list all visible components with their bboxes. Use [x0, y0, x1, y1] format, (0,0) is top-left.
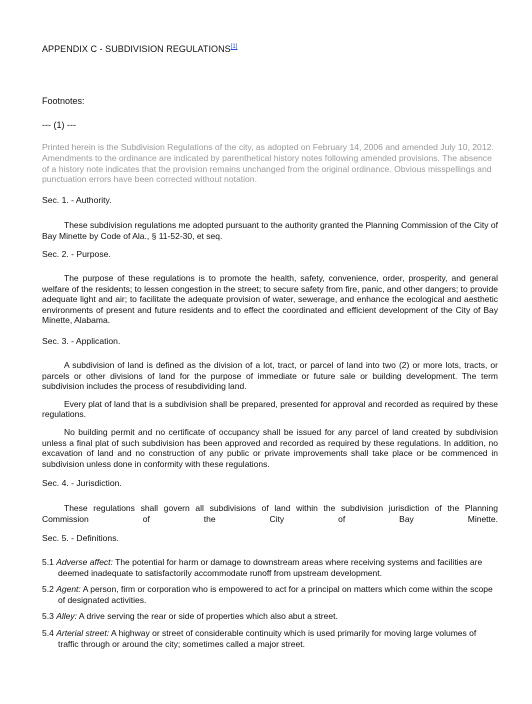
footnote-marker: --- (1) --- — [42, 120, 76, 130]
section-heading: Sec. 5. - Definitions. — [42, 533, 119, 543]
section-heading: Sec. 3. - Application. — [42, 336, 121, 346]
section-jurisdiction-body — [42, 503, 498, 524]
section-paragraph: These subdivision regulations me adopted pursuant to the authority granted the Planning Commission of the City of Bay Minette by Code of Ala., § 11-52-30, et seq. — [42, 220, 498, 241]
section-paragraph: A subdivision of land is defined as the division of a lot, tract, or parcel of land into two (2) or more lots, tracts, or parcels or other divisions of land for the purpose of immediate or future sale or building development. The term subdivision includes the process of resubdividing land. — [42, 360, 498, 392]
section-authority — [42, 195, 498, 205]
section-application — [42, 336, 498, 346]
definition-number: 5.2 — [42, 584, 54, 595]
definition-term: Arterial street: — [56, 627, 110, 638]
definition-term: Adverse affect: — [56, 557, 113, 567]
section-heading: Sec. 1. - Authority. — [42, 195, 112, 205]
section-purpose — [42, 249, 498, 259]
section-application-body — [42, 360, 498, 469]
section-purpose-body — [42, 273, 498, 326]
definition-item — [42, 584, 498, 605]
definition-number: 5.1 — [42, 557, 54, 567]
footnote-text: Printed herein is the Subdivision Regulations of the city, as adopted on February 14, 2006 and amended July 10, 2012. Amendments to the ordinance are indicated by parenthetical history notes following amended provisions. The absence of a history note indicates that the provision remains unchanged from the original ordinance. Obvious misspellings and punctuation errors have been corrected without notation. — [42, 142, 494, 185]
definition-item — [42, 557, 498, 578]
section-heading: Sec. 2. - Purpose. — [42, 249, 111, 259]
section-jurisdiction — [42, 478, 498, 488]
definition-text: The potential for harm or damage to downstream areas where receiving systems and facilities are deemed inadequate to satisfactorily accommodate runoff from upstream development. — [58, 557, 483, 578]
definition-item — [42, 611, 498, 622]
definitions-list — [42, 557, 498, 649]
definition-term: Agent: — [56, 584, 81, 595]
footnote-link[interactable]: [1] — [230, 44, 238, 50]
section-authority-body — [42, 220, 498, 241]
definition-text: A drive serving the rear or side of properties which also abut a street. — [78, 611, 338, 622]
definition-text: A person, firm or corporation who is empowered to act for a principal on matters which come within the scope of designated activities. — [58, 584, 493, 605]
definition-number: 5.4 — [42, 627, 54, 638]
section-paragraph: These regulations shall govern all subdivisions of land within the subdivision jurisdiction of the Planning Commission of the City of Bay Minette. — [42, 503, 498, 524]
page-title-text: APPENDIX C - SUBDIVISION REGULATIONS — [42, 44, 231, 54]
section-paragraph: No building permit and no certificate of occupancy shall be issued for any parcel of land created by subdivision unless a final plat of such subdivision has been approved and recorded as required by these regulations. In addition, no excavation of land and no construction of any public or private improvements shall take place or be commenced in subdivision unless done in conformity with these regulations. — [42, 426, 498, 469]
definition-text: A highway or street of considerable continuity which is used primarily for moving large volumes of traffic through or around the city; sometimes called a major street. — [58, 627, 477, 649]
section-paragraph: The purpose of these regulations is to promote the health, safety, convenience, order, prosperity, and general welfare of the residents; to lessen congestion in the street; to secure safety from fire, panic, and other dangers; to provide adequate light and air; to facilitate the adequate provision of water, sewerage, and enhance the ecological and aesthetic environments of present and future residents and to effect the coordinated and efficient development of the City of Bay Minette, Alabama. — [42, 273, 498, 326]
section-definitions — [42, 533, 498, 543]
page-title — [42, 44, 238, 54]
footnotes-label: Footnotes: — [42, 96, 85, 106]
definition-item — [42, 628, 498, 649]
definition-term: Alley: — [56, 611, 77, 622]
definition-number: 5.3 — [42, 611, 54, 622]
section-heading: Sec. 4. - Jurisdiction. — [42, 478, 122, 488]
section-paragraph: Every plat of land that is a subdivision shall be prepared, presented for approval and recorded as required by these regulations. — [42, 398, 498, 420]
